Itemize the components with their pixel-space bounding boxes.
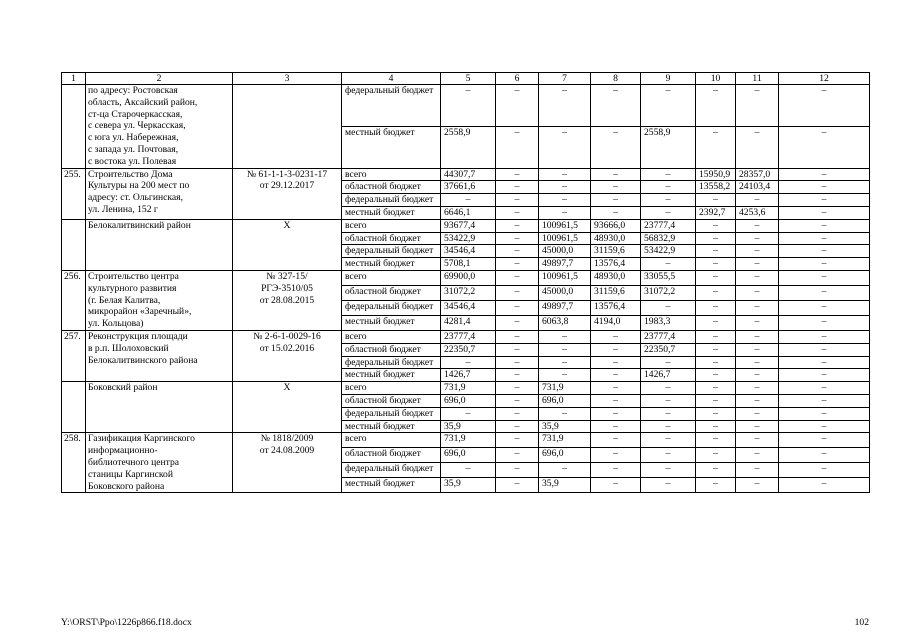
amount-cell: –: [779, 382, 870, 395]
amount-cell: –: [736, 369, 779, 382]
amount-cell: –: [496, 232, 539, 245]
table-row: [62, 270, 870, 285]
amount-cell: 23777,4: [641, 219, 696, 232]
column-number: 10: [696, 73, 736, 85]
column-number: 4: [342, 73, 441, 85]
amount-cell: –: [539, 463, 591, 478]
funding-source: местный бюджет: [342, 478, 441, 493]
amount-cell: –: [779, 219, 870, 232]
amount-cell: –: [591, 369, 641, 382]
funding-source: местный бюджет: [342, 315, 441, 330]
amount-cell: 731,9: [441, 382, 496, 395]
amount-cell: –: [779, 245, 870, 258]
amount-cell: –: [496, 194, 539, 207]
amount-cell: –: [736, 194, 779, 207]
table-row: [62, 382, 870, 395]
amount-cell: –: [641, 300, 696, 315]
amount-cell: –: [441, 85, 496, 127]
amount-cell: 45000,0: [539, 285, 591, 300]
amount-cell: 31159,6: [591, 245, 641, 258]
amount-cell: 31159,6: [591, 285, 641, 300]
amount-cell: –: [736, 420, 779, 433]
amount-cell: 49897,7: [539, 258, 591, 271]
amount-cell: –: [779, 407, 870, 420]
amount-cell: –: [641, 448, 696, 463]
object-description: Реконструкция площади в р.п. Шолоховский Белокалитвинского района: [86, 330, 233, 381]
amount-cell: –: [779, 126, 870, 168]
amount-cell: –: [736, 85, 779, 127]
funding-source: всего: [342, 168, 441, 181]
amount-cell: –: [779, 300, 870, 315]
amount-cell: –: [779, 315, 870, 330]
amount-cell: –: [641, 420, 696, 433]
amount-cell: 35,9: [539, 478, 591, 493]
amount-cell: 1426,7: [441, 369, 496, 382]
amount-cell: 696,0: [539, 394, 591, 407]
amount-cell: –: [696, 315, 736, 330]
amount-cell: –: [539, 168, 591, 181]
amount-cell: –: [736, 407, 779, 420]
amount-cell: 1983,3: [641, 315, 696, 330]
object-number: [62, 219, 86, 270]
amount-cell: –: [736, 382, 779, 395]
column-number: 5: [441, 73, 496, 85]
amount-cell: –: [539, 206, 591, 219]
amount-cell: 93666,0: [591, 219, 641, 232]
amount-cell: –: [496, 315, 539, 330]
amount-cell: –: [696, 478, 736, 493]
amount-cell: –: [641, 463, 696, 478]
amount-cell: –: [696, 285, 736, 300]
amount-cell: –: [591, 433, 641, 448]
amount-cell: –: [539, 330, 591, 343]
amount-cell: 93677,4: [441, 219, 496, 232]
amount-cell: –: [641, 85, 696, 127]
amount-cell: –: [496, 181, 539, 194]
amount-cell: 5708,1: [441, 258, 496, 271]
funding-source: всего: [342, 382, 441, 395]
object-description: по адресу: Ростовская область, Аксайский район, ст-ца Старочеркасская, с севера ул. Черкасская, с юга ул. Набережная, с запада ул. Почтовая, с востока ул. Полевая: [86, 85, 233, 169]
expertise-document: № 1818/2009 от 24.08.2009: [233, 433, 342, 493]
amount-cell: –: [496, 330, 539, 343]
funding-source: областной бюджет: [342, 394, 441, 407]
amount-cell: 13576,4: [591, 300, 641, 315]
amount-cell: –: [779, 168, 870, 181]
funding-source: федеральный бюджет: [342, 356, 441, 369]
amount-cell: –: [696, 448, 736, 463]
amount-cell: –: [696, 463, 736, 478]
amount-cell: 22350,7: [441, 343, 496, 356]
funding-source: областной бюджет: [342, 181, 441, 194]
amount-cell: –: [496, 206, 539, 219]
amount-cell: –: [539, 369, 591, 382]
amount-cell: –: [441, 194, 496, 207]
amount-cell: –: [779, 258, 870, 271]
amount-cell: –: [591, 126, 641, 168]
amount-cell: 35,9: [441, 478, 496, 493]
amount-cell: 48930,0: [591, 270, 641, 285]
column-number: 1: [62, 73, 86, 85]
column-number: 12: [779, 73, 870, 85]
amount-cell: –: [736, 478, 779, 493]
amount-cell: 13576,4: [591, 258, 641, 271]
amount-cell: –: [591, 168, 641, 181]
amount-cell: 1426,7: [641, 369, 696, 382]
amount-cell: 13558,2: [696, 181, 736, 194]
funding-source: федеральный бюджет: [342, 194, 441, 207]
amount-cell: 696,0: [539, 448, 591, 463]
amount-cell: 4281,4: [441, 315, 496, 330]
amount-cell: 37661,6: [441, 181, 496, 194]
funding-source: местный бюджет: [342, 206, 441, 219]
amount-cell: –: [441, 407, 496, 420]
column-number: 9: [641, 73, 696, 85]
expertise-document: Х: [233, 382, 342, 433]
amount-cell: 6646,1: [441, 206, 496, 219]
amount-cell: –: [539, 126, 591, 168]
amount-cell: –: [779, 343, 870, 356]
amount-cell: –: [496, 85, 539, 127]
amount-cell: –: [779, 194, 870, 207]
funding-source: областной бюджет: [342, 448, 441, 463]
funding-source: местный бюджет: [342, 420, 441, 433]
amount-cell: 34546,4: [441, 245, 496, 258]
amount-cell: –: [641, 407, 696, 420]
funding-source: федеральный бюджет: [342, 245, 441, 258]
object-description: Газификация Каргинского информационно- библиотечного центра станицы Каргинской Боковского района: [86, 433, 233, 493]
object-number: 258.: [62, 433, 86, 493]
amount-cell: –: [696, 369, 736, 382]
amount-cell: 23777,4: [641, 330, 696, 343]
object-number: 256.: [62, 270, 86, 330]
amount-cell: –: [736, 285, 779, 300]
amount-cell: –: [641, 382, 696, 395]
amount-cell: 696,0: [441, 394, 496, 407]
amount-cell: –: [696, 343, 736, 356]
table-row: [62, 219, 870, 232]
amount-cell: –: [696, 126, 736, 168]
amount-cell: –: [779, 285, 870, 300]
amount-cell: –: [696, 420, 736, 433]
amount-cell: –: [591, 356, 641, 369]
amount-cell: –: [496, 433, 539, 448]
object-number: [62, 382, 86, 433]
amount-cell: –: [779, 448, 870, 463]
amount-cell: –: [496, 126, 539, 168]
amount-cell: 31072,2: [441, 285, 496, 300]
amount-cell: 44307,7: [441, 168, 496, 181]
amount-cell: –: [641, 258, 696, 271]
amount-cell: –: [591, 407, 641, 420]
amount-cell: –: [736, 245, 779, 258]
table-row: [62, 168, 870, 181]
column-number: 11: [736, 73, 779, 85]
amount-cell: –: [496, 285, 539, 300]
amount-cell: 49897,7: [539, 300, 591, 315]
amount-cell: –: [779, 330, 870, 343]
amount-cell: –: [779, 356, 870, 369]
funding-source: федеральный бюджет: [342, 300, 441, 315]
amount-cell: –: [696, 270, 736, 285]
amount-cell: –: [696, 219, 736, 232]
amount-cell: –: [696, 394, 736, 407]
amount-cell: –: [779, 394, 870, 407]
amount-cell: –: [696, 382, 736, 395]
amount-cell: –: [496, 448, 539, 463]
amount-cell: –: [736, 315, 779, 330]
amount-cell: –: [641, 356, 696, 369]
amount-cell: –: [779, 85, 870, 127]
amount-cell: –: [539, 343, 591, 356]
amount-cell: –: [641, 478, 696, 493]
amount-cell: 28357,0: [736, 168, 779, 181]
amount-cell: –: [779, 270, 870, 285]
amount-cell: –: [496, 394, 539, 407]
amount-cell: 69900,0: [441, 270, 496, 285]
amount-cell: –: [591, 394, 641, 407]
amount-cell: –: [696, 433, 736, 448]
amount-cell: 15950,9: [696, 168, 736, 181]
funding-source: всего: [342, 270, 441, 285]
amount-cell: –: [539, 181, 591, 194]
amount-cell: –: [591, 463, 641, 478]
expertise-document: № 2-6-1-0029-16 от 15.02.2016: [233, 330, 342, 381]
amount-cell: 22350,7: [641, 343, 696, 356]
amount-cell: –: [736, 258, 779, 271]
amount-cell: 4194,0: [591, 315, 641, 330]
amount-cell: –: [591, 330, 641, 343]
amount-cell: –: [779, 181, 870, 194]
amount-cell: –: [496, 343, 539, 356]
amount-cell: –: [496, 420, 539, 433]
amount-cell: –: [696, 194, 736, 207]
funding-source: областной бюджет: [342, 285, 441, 300]
table-row: [62, 433, 870, 448]
amount-cell: –: [496, 382, 539, 395]
footer-page-number: 102: [854, 617, 869, 628]
table-row: [62, 330, 870, 343]
amount-cell: –: [591, 181, 641, 194]
amount-cell: –: [696, 356, 736, 369]
amount-cell: –: [591, 194, 641, 207]
funding-source: областной бюджет: [342, 232, 441, 245]
amount-cell: –: [591, 382, 641, 395]
amount-cell: –: [591, 448, 641, 463]
amount-cell: –: [779, 478, 870, 493]
amount-cell: –: [736, 343, 779, 356]
amount-cell: –: [591, 420, 641, 433]
amount-cell: –: [779, 206, 870, 219]
funding-source: федеральный бюджет: [342, 407, 441, 420]
amount-cell: –: [496, 219, 539, 232]
funding-source: местный бюджет: [342, 258, 441, 271]
object-number: [62, 85, 86, 169]
amount-cell: –: [779, 369, 870, 382]
amount-cell: –: [779, 433, 870, 448]
amount-cell: –: [696, 330, 736, 343]
amount-cell: –: [496, 270, 539, 285]
amount-cell: –: [779, 420, 870, 433]
amount-cell: 100961,5: [539, 270, 591, 285]
amount-cell: 35,9: [441, 420, 496, 433]
amount-cell: 23777,4: [441, 330, 496, 343]
amount-cell: –: [496, 258, 539, 271]
amount-cell: –: [736, 300, 779, 315]
amount-cell: 731,9: [539, 433, 591, 448]
funding-source: федеральный бюджет: [342, 463, 441, 478]
amount-cell: –: [696, 85, 736, 127]
expertise-document: [233, 85, 342, 169]
amount-cell: –: [641, 194, 696, 207]
expertise-document: Х: [233, 219, 342, 270]
amount-cell: –: [736, 330, 779, 343]
amount-cell: –: [736, 448, 779, 463]
amount-cell: –: [496, 356, 539, 369]
funding-source: всего: [342, 219, 441, 232]
object-description: Белокалитвинский район: [86, 219, 233, 270]
amount-cell: –: [779, 463, 870, 478]
amount-cell: –: [496, 407, 539, 420]
amount-cell: 4253,6: [736, 206, 779, 219]
column-number: 8: [591, 73, 641, 85]
amount-cell: –: [736, 232, 779, 245]
amount-cell: –: [736, 126, 779, 168]
amount-cell: 31072,2: [641, 285, 696, 300]
amount-cell: –: [539, 194, 591, 207]
amount-cell: 731,9: [539, 382, 591, 395]
amount-cell: –: [736, 433, 779, 448]
amount-cell: –: [736, 463, 779, 478]
amount-cell: 45000,0: [539, 245, 591, 258]
amount-cell: –: [496, 245, 539, 258]
amount-cell: –: [591, 343, 641, 356]
amount-cell: –: [496, 369, 539, 382]
table-row: [62, 85, 870, 127]
amount-cell: –: [641, 394, 696, 407]
footer-file-path: Y:\ORST\Ppo\1226p866.f18.docx: [61, 617, 192, 628]
amount-cell: –: [779, 232, 870, 245]
amount-cell: 2558,9: [441, 126, 496, 168]
column-number: 2: [86, 73, 233, 85]
amount-cell: –: [696, 232, 736, 245]
amount-cell: –: [539, 407, 591, 420]
amount-cell: –: [496, 463, 539, 478]
funding-source: всего: [342, 433, 441, 448]
amount-cell: –: [736, 394, 779, 407]
amount-cell: 53422,9: [441, 232, 496, 245]
amount-cell: 2392,7: [696, 206, 736, 219]
amount-cell: –: [496, 300, 539, 315]
column-number: 6: [496, 73, 539, 85]
amount-cell: –: [736, 219, 779, 232]
amount-cell: 56832,9: [641, 232, 696, 245]
amount-cell: –: [641, 206, 696, 219]
amount-cell: –: [641, 433, 696, 448]
expertise-document: № 61-1-1-3-0231-17 от 29.12.2017: [233, 168, 342, 219]
amount-cell: 696,0: [441, 448, 496, 463]
amount-cell: –: [496, 478, 539, 493]
amount-cell: –: [441, 356, 496, 369]
amount-cell: 33055,5: [641, 270, 696, 285]
amount-cell: –: [736, 356, 779, 369]
amount-cell: –: [736, 270, 779, 285]
object-description: Боковский район: [86, 382, 233, 433]
amount-cell: –: [591, 85, 641, 127]
amount-cell: –: [539, 85, 591, 127]
funding-source: местный бюджет: [342, 369, 441, 382]
amount-cell: –: [696, 300, 736, 315]
amount-cell: 100961,5: [539, 232, 591, 245]
amount-cell: –: [696, 245, 736, 258]
amount-cell: 35,9: [539, 420, 591, 433]
funding-source: всего: [342, 330, 441, 343]
amount-cell: –: [539, 356, 591, 369]
amount-cell: 6063,8: [539, 315, 591, 330]
amount-cell: 34546,4: [441, 300, 496, 315]
amount-cell: –: [591, 206, 641, 219]
amount-cell: 48930,0: [591, 232, 641, 245]
amount-cell: 731,9: [441, 433, 496, 448]
table-header-row: [62, 73, 870, 85]
amount-cell: –: [696, 258, 736, 271]
object-number: 257.: [62, 330, 86, 381]
object-number: 255.: [62, 168, 86, 219]
amount-cell: 2558,9: [641, 126, 696, 168]
column-number: 7: [539, 73, 591, 85]
funding-source: федеральный бюджет: [342, 85, 441, 127]
amount-cell: –: [496, 168, 539, 181]
amount-cell: –: [696, 407, 736, 420]
amount-cell: 24103,4: [736, 181, 779, 194]
amount-cell: –: [641, 181, 696, 194]
amount-cell: 100961,5: [539, 219, 591, 232]
expertise-document: № 327-15/ РГЭ-3510/05 от 28.08.2015: [233, 270, 342, 330]
column-number: 3: [233, 73, 342, 85]
funding-source: местный бюджет: [342, 126, 441, 168]
object-description: Строительство центра культурного развития (г. Белая Калитва, микрорайон «Заречный», ул. Кольцова): [86, 270, 233, 330]
amount-cell: –: [591, 478, 641, 493]
budget-table: [61, 72, 870, 493]
amount-cell: –: [641, 168, 696, 181]
amount-cell: 53422,9: [641, 245, 696, 258]
amount-cell: –: [441, 463, 496, 478]
object-description: Строительство Дома Культуры на 200 мест по адресу: ст. Ольгинская, ул. Ленина, 152 г: [86, 168, 233, 219]
funding-source: областной бюджет: [342, 343, 441, 356]
